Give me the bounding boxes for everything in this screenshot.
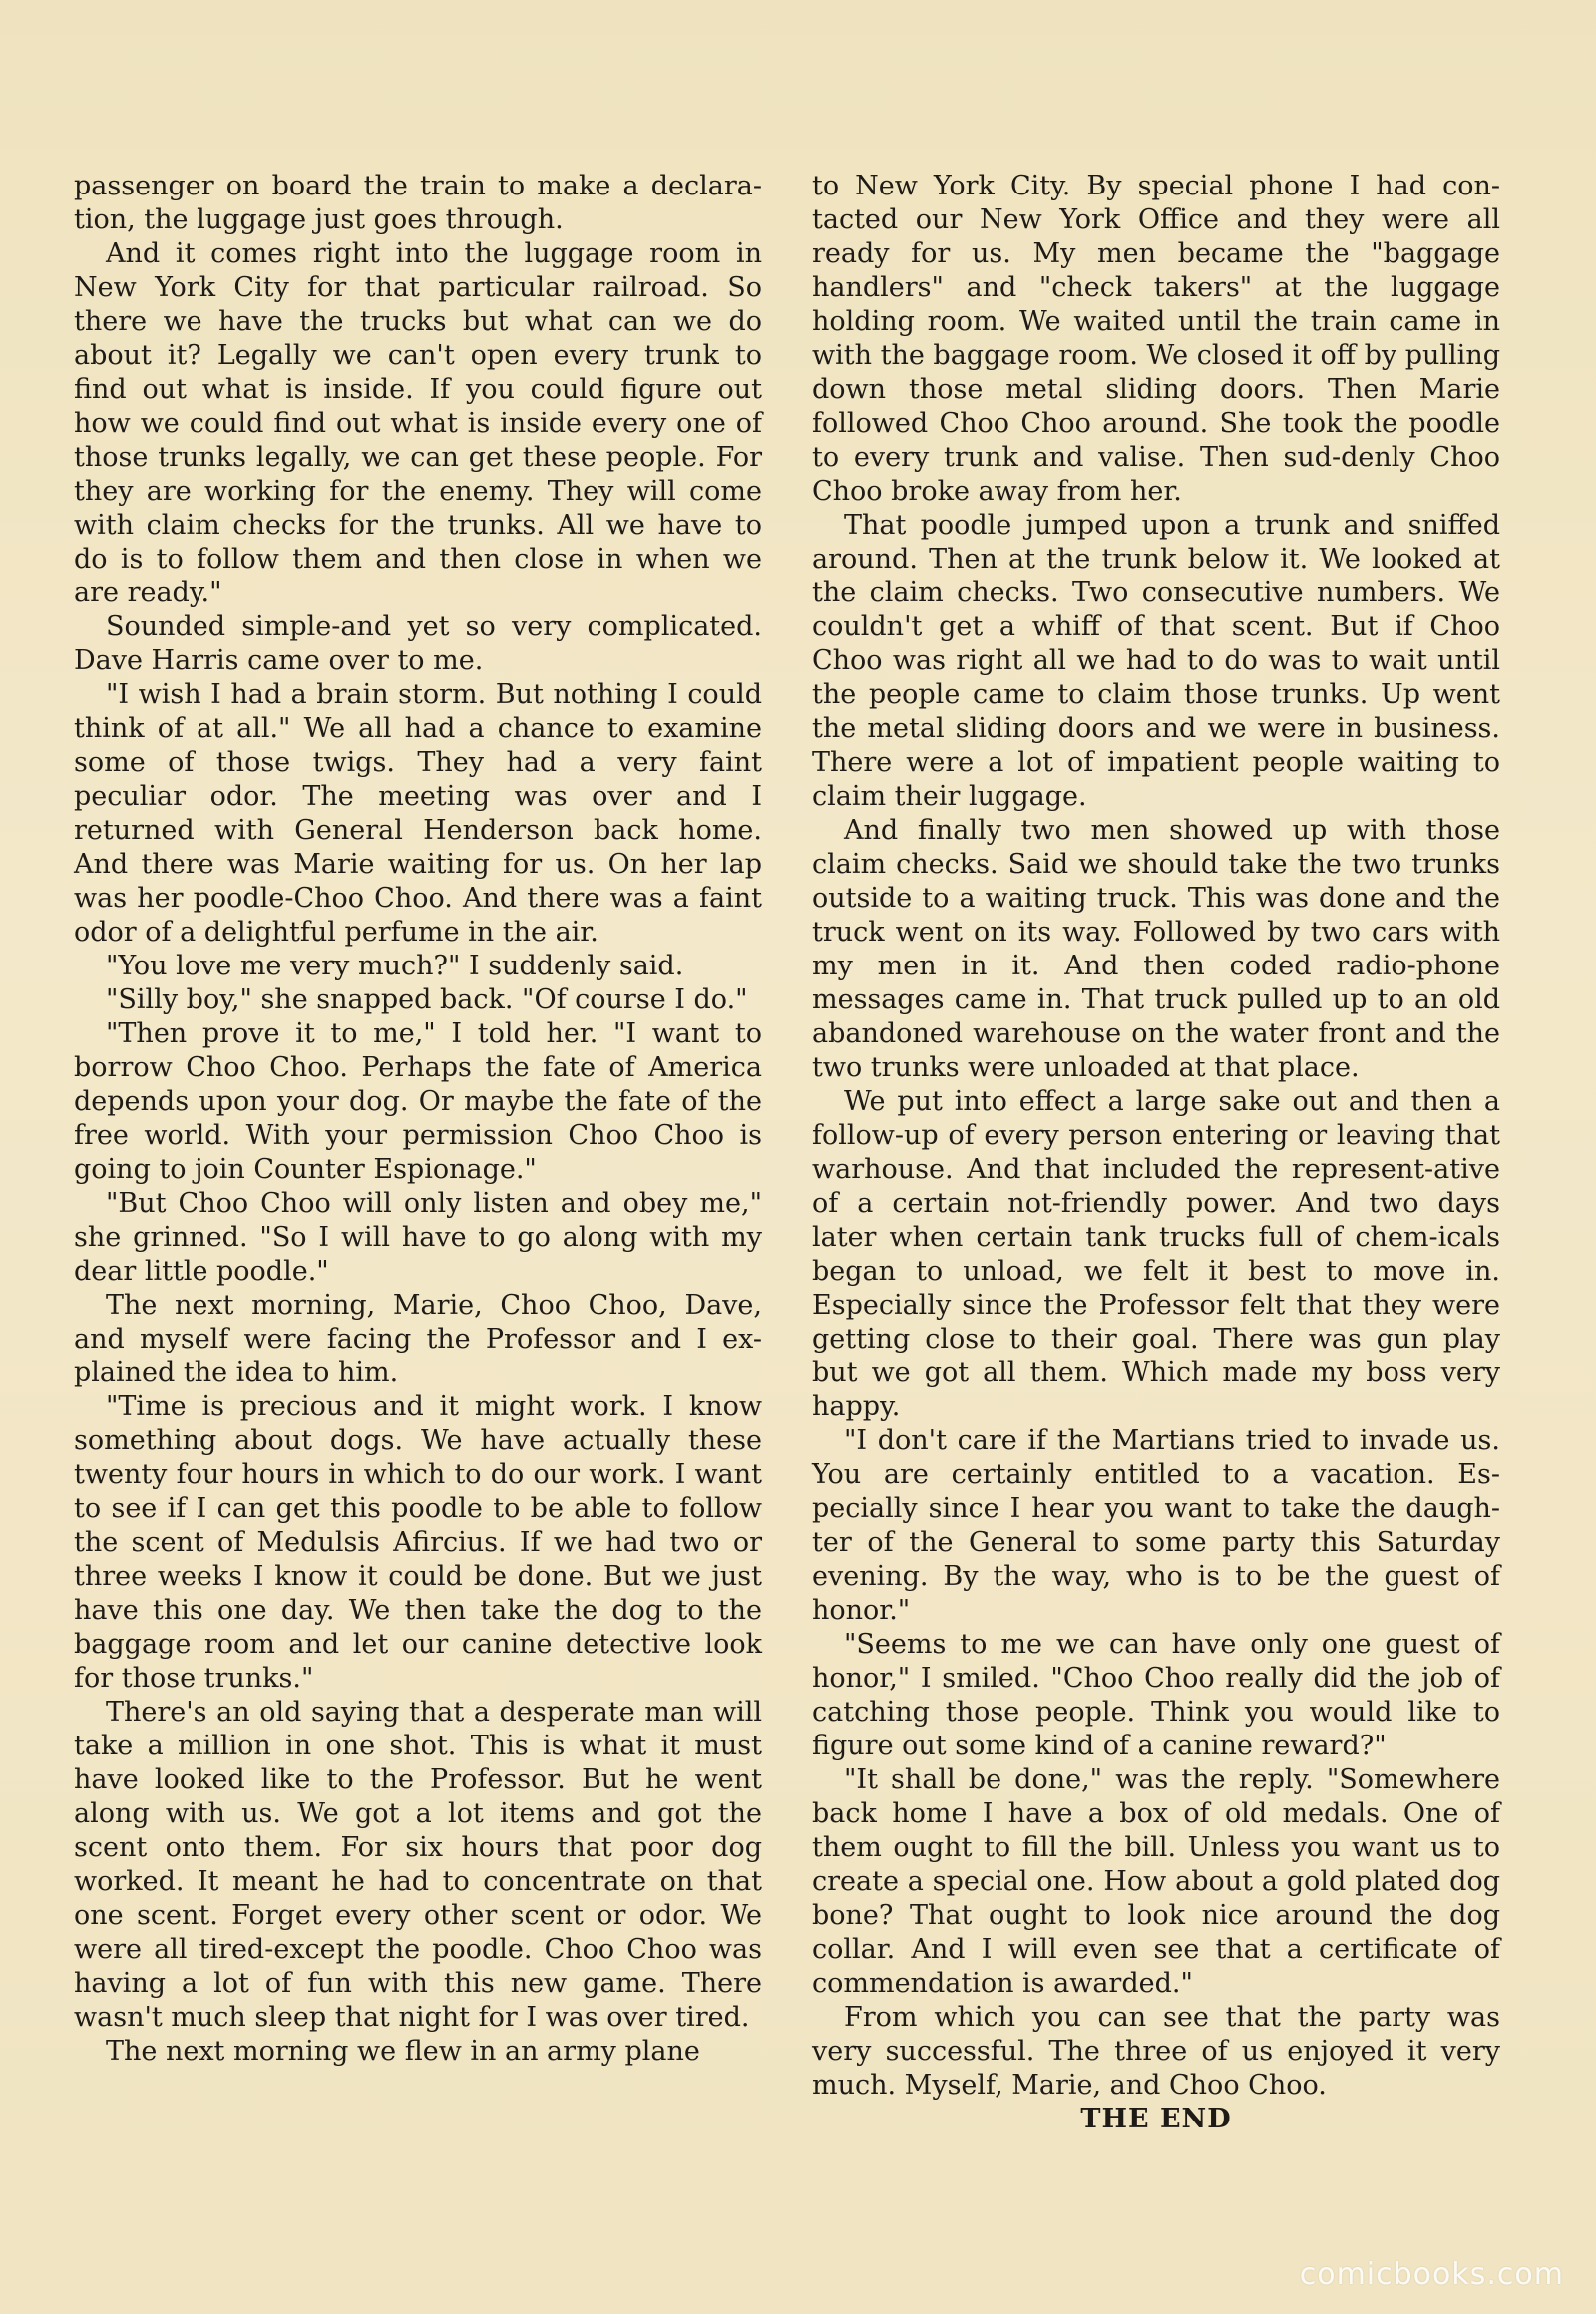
right-text-column: [812, 170, 1500, 2136]
paragraph: "Then prove it to me," I told her. "I want to borrow Choo Choo. Perhaps the fate of America depends upon your dog. Or maybe the fate of the free world. With your permission Choo Choo is going to join Counter Espionage.": [74, 1018, 762, 1185]
paragraph: We put into effect a large sake out and then a follow-up of every person entering or leaving that warhouse. And that included the represent-ative of a certain not-friendly power. And two days later when certain tank trucks full of chem-icals began to unload, we felt it best to move in. Especially since the Professor felt that they were getting close to their goal. There was gun play but we got all them. Which made my boss very happy.: [812, 1086, 1500, 1422]
paragraph: "I wish I had a brain storm. But nothing I could think of at all." We all had a chance to examine some of those twigs. They had a very faint peculiar odor. The meeting was over and I returned with General Henderson back home. And there was Marie waiting for us. On her lap was her poodle-Choo Choo. And there was a faint odor of a delightful perfume in the air.: [74, 679, 762, 948]
paragraph: And it comes right into the luggage room in New York City for that particular railroad. So there we have the trucks but what can we do about it? Legally we can't open every trunk to find out what is inside. If you could figure out how we could find out what is inside every one of those trunks legally, we can get these people. For they are working for the enemy. They will come with claim checks for the trunks. All we have to do is to follow them and then close in when we are ready.": [74, 238, 762, 608]
paragraph: The next morning, Marie, Choo Choo, Dave, and myself were facing the Professor and I ex-plained the idea to him.: [74, 1290, 762, 1388]
paragraph: Sounded simple-and yet so very complicated. Dave Harris came over to me.: [74, 611, 762, 676]
paragraph: There's an old saying that a desperate man will take a million in one shot. This is what it must have looked like to the Professor. But he went along with us. We got a lot items and got the scent onto them. For six hours that poor dog worked. It meant he had to concentrate on that one scent. Forget every other scent or odor. We were all tired-except the poodle. Choo Choo was having a lot of fun with this new game. There wasn't much sleep that night for I was over tired.: [74, 1697, 762, 2033]
the-end-label: THE END: [1080, 2104, 1232, 2134]
left-text-column: [74, 170, 762, 2069]
paragraph: "Silly boy," she snapped back. "Of course I do.": [106, 984, 748, 1015]
paragraph: "Seems to me we can have only one guest of honor," I smiled. "Choo Choo really did the job of catching those people. Think you would like to figure out some kind of a canine reward?": [812, 1629, 1500, 1761]
paragraph: to New York City. By special phone I had con-tacted our New York Office and they were all ready for us. My men became the "baggage handlers" and "check takers" at the luggage holding room. We waited until the train came in with the baggage room. We closed it off by pulling down those metal sliding doors. Then Marie followed Choo Choo around. She took the poodle to every trunk and valise. Then sud-denly Choo Choo broke away from her.: [812, 171, 1500, 507]
paragraph: "You love me very much?" I suddenly said.: [106, 951, 684, 981]
paragraph: That poodle jumped upon a trunk and sniffed around. Then at the trunk below it. We looked at the claim checks. Two consecutive numbers. We couldn't get a whiff of that scent. But if Choo Choo was right all we had to do was to wait until the people came to claim those trunks. Up went the metal sliding doors and we were in business. There were a lot of impatient people waiting to claim their luggage.: [812, 510, 1500, 812]
paragraph: The next morning we flew in an army plane: [106, 2036, 700, 2067]
paragraph: "Time is precious and it might work. I know something about dogs. We have actually these twenty four hours in which to do our work. I want to see if I can get this poodle to be able to follow the scent of Medulsis Afircius. If we had two or three weeks I know it could be done. But we just have this one day. We then take the dog to the baggage room and let our canine detective look for those trunks.": [74, 1391, 762, 1694]
paragraph: "I don't care if the Martians tried to invade us. You are certainly entitled to a vacation. Es-pecially since I hear you want to take the daugh-ter of the General to some party this Saturday evening. By the way, who is to be the guest of honor.": [812, 1425, 1500, 1626]
paragraph: "But Choo Choo will only listen and obey me," she grinned. "So I will have to go along with my dear little poodle.": [74, 1188, 762, 1287]
paragraph: passenger on board the train to make a declara-tion, the luggage just goes through.: [74, 171, 762, 235]
watermark: comicbooks.com: [1299, 2257, 1564, 2292]
paragraph: From which you can see that the party was very successful. The three of us enjoyed it very much. Myself, Marie, and Choo Choo.: [812, 2002, 1500, 2101]
paragraph: "It shall be done," was the reply. "Somewhere back home I have a box of old medals. One of them ought to fill the bill. Unless you want us to create a special one. How about a gold plated dog bone? That ought to look nice around the dog collar. And I will even see that a certificate of commendation is awarded.": [812, 1764, 1500, 1999]
paragraph: And finally two men showed up with those claim checks. Said we should take the two trunks outside to a waiting truck. This was done and the truck went on its way. Followed by two cars with my men in it. And then coded radio-phone messages came in. That truck pulled up to an old abandoned warehouse on the water front and the two trunks were unloaded at that place.: [812, 815, 1500, 1083]
